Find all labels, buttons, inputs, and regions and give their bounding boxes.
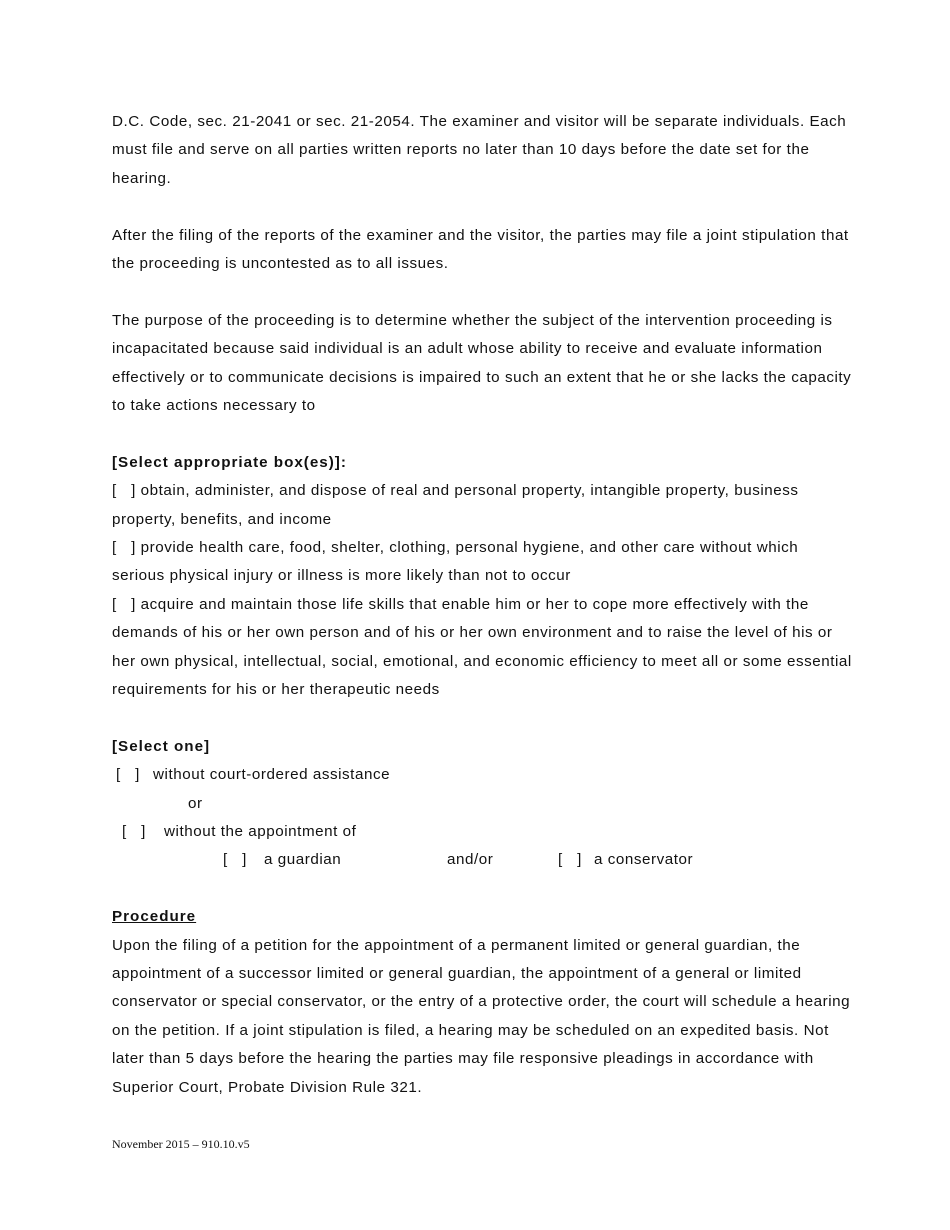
checkbox-property[interactable]: [ ] bbox=[112, 482, 136, 500]
or-label: or bbox=[188, 794, 203, 812]
checkbox-item-life-skills-text: acquire and maintain those life skills that enable him or her to cope more effectively with the demands of his or her own person and of his or her own environment and to raise the level of his or her own physical, intellectual, social, emotional, and economic efficiency to meet all or some essential requirements for his or her therapeutic needs bbox=[112, 595, 852, 699]
or-row bbox=[112, 790, 852, 818]
document-page bbox=[112, 108, 852, 1102]
checkbox-guardian[interactable]: [ ] bbox=[223, 851, 247, 869]
checkbox-item-health-care-text: provide health care, food, shelter, clothing, personal hygiene, and other care without which serious physical injury or illness is more likely than not to occur bbox=[112, 539, 799, 585]
paragraph-purpose: The purpose of the proceeding is to determine whether the subject of the intervention proceeding is incapacitated because said individual is an adult whose ability to receive and evaluate information effectively or to communicate decisions is impaired to such an extent that he or she lacks the capacity to take actions necessary to bbox=[112, 311, 852, 415]
option-without-appointment[interactable] bbox=[112, 818, 852, 846]
checkbox-item-property[interactable] bbox=[112, 477, 852, 534]
and-or-label: and/or bbox=[447, 851, 494, 869]
checkbox-item-life-skills[interactable] bbox=[112, 591, 852, 705]
checkbox-conservator[interactable]: [ ] bbox=[558, 851, 582, 869]
guardian-conservator-row bbox=[112, 846, 852, 874]
page-footer: November 2015 – 910.10.v5 bbox=[112, 1137, 250, 1151]
procedure-heading: Procedure bbox=[112, 908, 197, 926]
checkbox-item-health-care[interactable] bbox=[112, 534, 852, 591]
guardian-label: a guardian bbox=[264, 851, 342, 869]
procedure-paragraph: Upon the filing of a petition for the appointment of a permanent limited or general guardian, the appointment of a successor limited or general guardian, the appointment of a general or limited conservator or special conservator, or the entry of a protective order, the court will schedule a hearing on the petition. If a joint stipulation is filed, a hearing may be scheduled on an expedited basis. Not later than 5 days before the hearing the parties may file responsive pleadings in accordance with Superior Court, Probate Division Rule 321. bbox=[112, 936, 851, 1096]
checkbox-health-care[interactable]: [ ] bbox=[112, 539, 136, 557]
select-one-heading: [Select one] bbox=[112, 737, 211, 755]
option-without-appointment-label: without the appointment of bbox=[164, 823, 357, 841]
option-without-assistance[interactable] bbox=[112, 761, 852, 789]
checkbox-without-assistance[interactable]: [ ] bbox=[116, 766, 140, 784]
checkbox-item-property-text: obtain, administer, and dispose of real and personal property, intangible property, business property, benefits, and income bbox=[112, 482, 799, 528]
paragraph-joint-stipulation: After the filing of the reports of the examiner and the visitor, the parties may file a joint stipulation that the proceeding is uncontested as to all issues. bbox=[112, 226, 849, 273]
checkbox-life-skills[interactable]: [ ] bbox=[112, 595, 136, 613]
checkbox-without-appointment[interactable]: [ ] bbox=[122, 823, 146, 841]
select-boxes-heading: [Select appropriate box(es)]: bbox=[112, 453, 347, 471]
conservator-label: a conservator bbox=[594, 851, 694, 869]
paragraph-dc-code: D.C. Code, sec. 21-2041 or sec. 21-2054. The examiner and visitor will be separate individuals. Each must file and serve on all parties written reports no later than 10 days before the date set for the hearing. bbox=[112, 113, 847, 187]
option-without-assistance-label: without court-ordered assistance bbox=[153, 766, 391, 784]
spacer bbox=[112, 875, 852, 903]
